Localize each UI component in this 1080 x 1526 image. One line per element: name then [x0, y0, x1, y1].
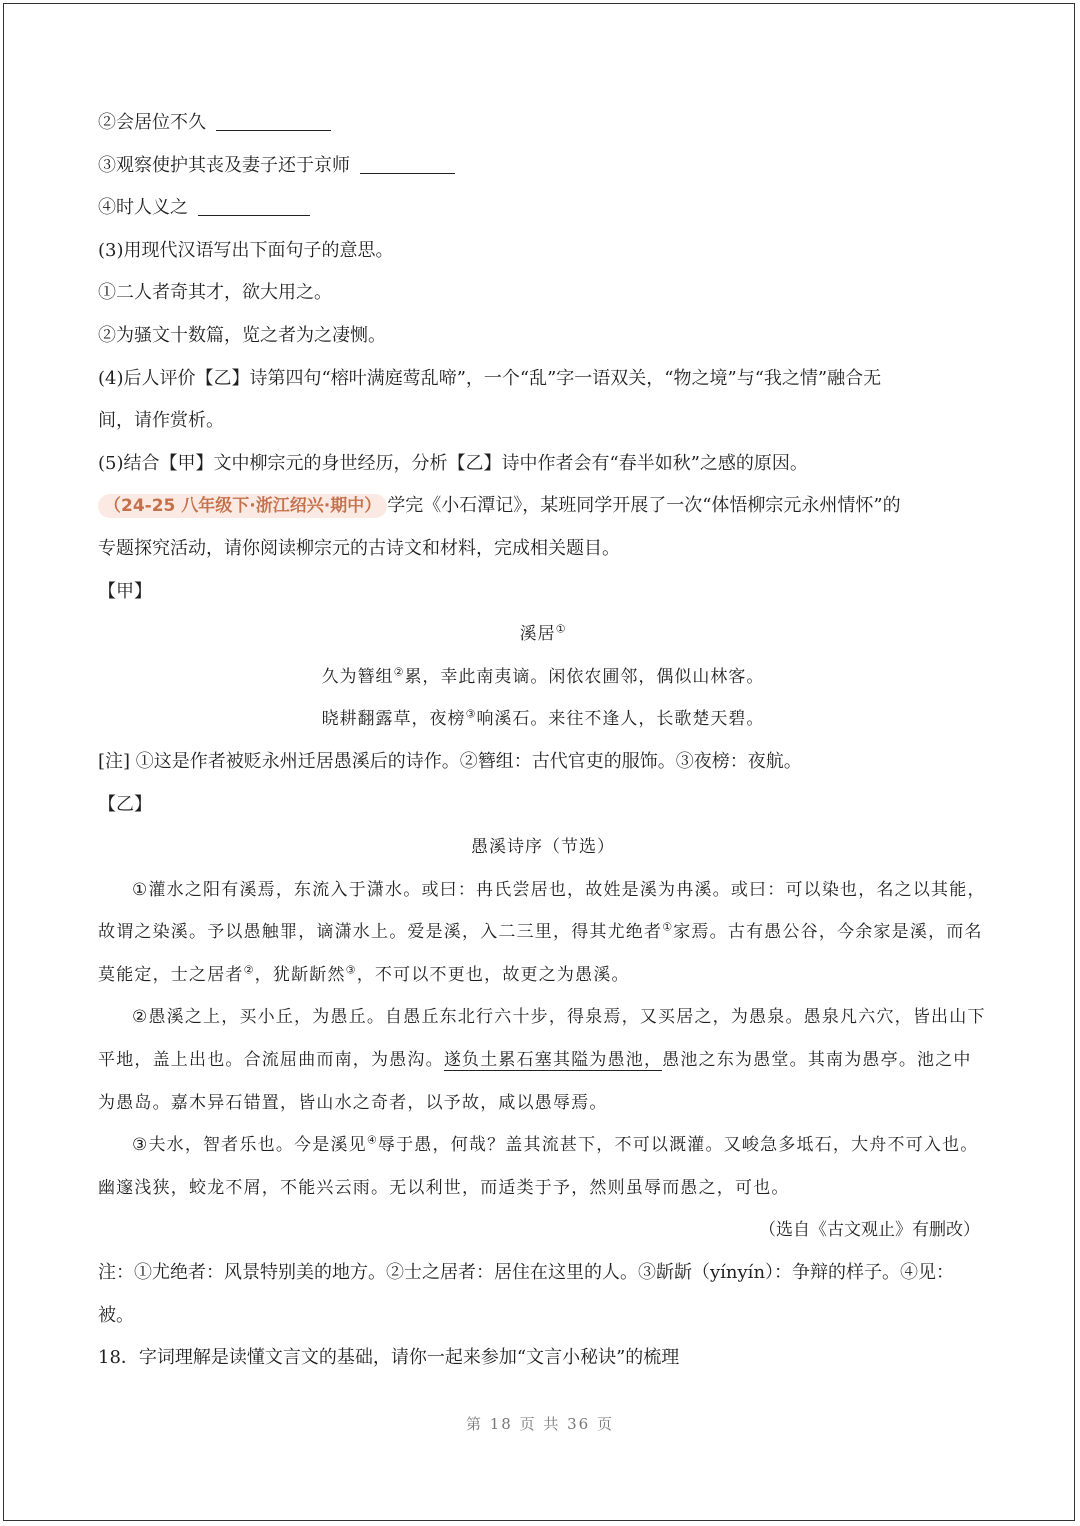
poem-note: [注] ①这是作者被贬永州迁居愚溪后的诗作。②簪组：古代官吏的服饰。③夜榜：夜航。 — [98, 750, 802, 772]
answer-blank[interactable] — [360, 153, 455, 174]
question-17-intro-line-2: 专题探究活动，请你阅读柳宗元的古诗文和材料，完成相关题目。 — [98, 537, 620, 559]
prose-paragraph-1: ①灌水之阳有溪焉，东流入于潇水。或曰：冉氏尝居也，故姓是溪为冉溪。或曰：可以染也，名之以其能，故谓之染溪。予以愚触罪，谪潇水上。爱是溪，入二三里，得其尤绝者①家焉。古有愚公谷，今余家是溪，而名莫能定，士之居者②，犹龂龂然③，不可以不更也，故更之为愚溪。 — [98, 879, 986, 985]
answer-blank[interactable] — [198, 195, 310, 216]
jia-label: 【甲】 — [98, 580, 152, 602]
question-3-item-1: ①二人者奇其才，欲大用之。 — [98, 282, 332, 304]
prose-paragraph-3: ③夫水，智者乐也。今是溪见④辱于愚，何哉？盖其流甚下，不可以溉灌。又峻急多坻石，大舟不可入也。幽邃浅狭，蛟龙不屑，不能兴云雨。无以利世，而适类于予，然则虽辱而愚之，可也。 — [98, 1133, 979, 1198]
question-4-line-1: (4)后人评价【乙】诗第四句“榕叶满庭莺乱啼”，一个“乱”字一语双关，“物之境”与“我之情”融合无 — [98, 367, 882, 389]
yi-label: 【乙】 — [98, 793, 152, 815]
poem-title: 溪居① — [519, 622, 567, 645]
answer-blank[interactable] — [216, 110, 331, 131]
question-18: 18．字词理解是读懂文言文的基础，请你一起来参加“文言小秘诀”的梳理 — [98, 1347, 680, 1369]
source-citation: （选自《古文观止》有删改） — [759, 1220, 980, 1241]
question-17-intro: （24-25 八年级下·浙江绍兴·期中） 学完《小石潭记》，某班同学开展了一次“体悟柳宗元永州情怀”的 — [98, 485, 988, 528]
prose-note-line-2: 被。 — [98, 1304, 134, 1326]
question-5: (5)结合【甲】文中柳宗元的身世经历，分析【乙】诗中作者会有“春半如秋”之感的原因。 — [98, 452, 808, 474]
prose-note-line-1: 注：①尤绝者：风景特别美的地方。②士之居者：居住在这里的人。③龂龂（yínyín）：争辩的样子。④见： — [98, 1262, 955, 1284]
prose-paragraph-2: ②愚溪之上，买小丘，为愚丘。自愚丘东北行六十步，得泉焉，又买居之，为愚泉。愚泉凡六穴，皆出山下平地，盖上出也。合流屈曲而南，为愚沟。遂负土累石塞其隘为愚池，愚池之东为愚堂。其南为愚亭。池之中为愚岛。嘉木异石错置，皆山水之奇者，以予故，咸以愚辱焉。 — [98, 1007, 986, 1113]
question-2-item-3: ③观察使护其丧及妻子还于京师 — [98, 145, 988, 188]
question-3-item-2: ②为骚文十数篇，览之者为之凄恻。 — [98, 324, 386, 346]
source-tag: （24-25 八年级下·浙江绍兴·期中） — [98, 494, 387, 518]
question-2-item-2: ②会居位不久 — [98, 102, 988, 145]
page-content — [98, 102, 988, 1380]
question-3: (3)用现代汉语写出下面句子的意思。 — [98, 239, 394, 261]
poem-line-1: 久为簪组②累，幸此南夷谪。闲依农圃邻，偶似山林客。 — [321, 665, 765, 687]
underlined-sentence: 遂负土累石塞其隘为愚池， — [443, 1050, 663, 1071]
prose-title: 愚溪诗序（节选） — [471, 837, 615, 858]
poem-line-2: 晓耕翻露草，夜榜③响溪石。来往不逢人，长歌楚天碧。 — [321, 707, 765, 730]
question-4-line-2: 间，请作赏析。 — [98, 410, 224, 432]
page-number: 第 18 页 共 36 页 — [465, 1415, 614, 1433]
question-2-item-4: ④时人义之 — [98, 187, 988, 230]
